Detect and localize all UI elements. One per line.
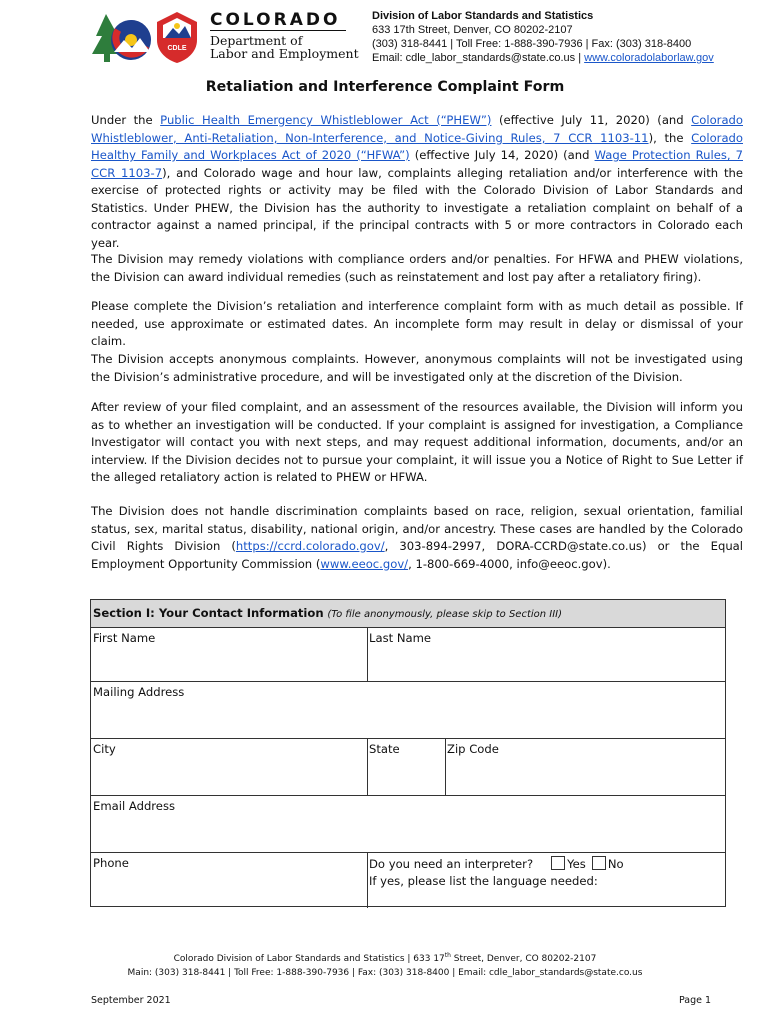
- footer-address-text: Colorado Division of Labor Standards and Statistics | 633 17: [173, 954, 445, 964]
- hfwa-link[interactable]: Colorado Healthy Family and Workplaces Act of 2020 (“HFWA”): [91, 130, 743, 162]
- no-label: No: [607, 857, 624, 871]
- para1-text-3: ), the: [648, 130, 692, 145]
- intro-paragraph: [91, 112, 743, 252]
- page-number: Page 1: [679, 995, 712, 1006]
- mailing-address-label: Mailing Address: [93, 685, 185, 699]
- para6-text-1: The Division does not handle discrimination complaints based on race, religion, sexual orientation, familial status, sex, marital status, disability, national origin, and/or ancestry. These cases are handled by the Colorado Civil Rights Division (: [91, 504, 743, 553]
- para1-text-4: (effective July 14, 2020) (and: [409, 148, 595, 162]
- logo-dept-line1: Department of: [210, 33, 303, 48]
- city-label: City: [93, 742, 116, 756]
- footer-address: [0, 952, 770, 964]
- logo-department-name: [210, 34, 359, 60]
- instructions-paragraph: Please complete the Division’s retaliation and interference complaint form with as much detail as possible. If needed, use approximate or estimated dates. An incomplete form may result in delay or dismissal of your claim.: [91, 299, 743, 348]
- phone-field[interactable]: [91, 853, 367, 907]
- first-name-label: First Name: [93, 631, 156, 645]
- last-name-label: Last Name: [369, 631, 432, 645]
- yes-label: Yes: [567, 857, 586, 871]
- footer-date: September 2021: [91, 995, 171, 1006]
- agency-website-link[interactable]: www.coloradolaborlaw.gov: [584, 52, 714, 64]
- para1-text-5: ), and Colorado wage and hour law, complaints alleging retaliation and/or interference with the exercise of protected rights or activity may be filed with the Colorado Division of Labor Standards and Statistics. Under PHEW, the Division has the authority to investigate a retaliation complaint on behalf of a contractor against a named principal, if the principal contracts with 5 or more contractors in Colorado each year.: [91, 165, 743, 250]
- logo-colorado-wordmark: COLORADO: [210, 10, 341, 30]
- agency-address: 633 17th Street, Denver, CO 80202-2107: [372, 24, 573, 36]
- interpreter-question: Do you need an interpreter?: [369, 857, 534, 871]
- section-title: Section I: Your Contact Information: [93, 606, 324, 620]
- agency-email: Email: cdle_labor_standards@state.co.us |: [372, 52, 585, 64]
- email-field[interactable]: [91, 796, 727, 852]
- ccrd-link[interactable]: https://ccrd.colorado.gov/: [235, 539, 385, 553]
- remedies-paragraph: The Division may remedy violations with compliance orders and/or penalties. For HFWA and PHEW violations, the Division can award individual remedies (such as reinstatement and lost pay after a retaliatory firing).: [91, 252, 743, 284]
- phew-link[interactable]: Public Health Emergency Whistleblower Act (“PHEW”): [160, 113, 492, 127]
- eeoc-link[interactable]: www.eeoc.gov/: [320, 556, 409, 571]
- last-name-field[interactable]: [367, 628, 727, 681]
- language-question[interactable]: If yes, please list the language needed:: [369, 874, 598, 888]
- page-title: Retaliation and Interference Complaint Form: [205, 79, 565, 95]
- first-name-field[interactable]: [91, 628, 367, 681]
- svg-text:CDLE: CDLE: [167, 45, 187, 52]
- interpreter-field: [367, 853, 727, 907]
- zip-code-field[interactable]: [445, 739, 725, 795]
- footer-superscript: th: [444, 952, 451, 959]
- zip-code-label: Zip Code: [447, 742, 499, 756]
- cdle-badge: [154, 10, 200, 69]
- state-field[interactable]: [367, 739, 445, 795]
- section-note: (To file anonymously, please skip to Section III): [327, 609, 563, 620]
- state-label: State: [369, 742, 400, 756]
- section-header: [91, 600, 725, 628]
- agency-name: Division of Labor Standards and Statistics: [372, 10, 594, 22]
- agency-contact-block: [372, 9, 714, 65]
- para6-text-3: , 1-800-669-4000, info@eeoc.gov).: [408, 556, 611, 571]
- logo-divider: [210, 30, 346, 31]
- discrimination-paragraph: [91, 503, 743, 573]
- contact-information-form: [90, 599, 726, 907]
- footer-contact: Main: (303) 318-8441 | Toll Free: 1-888-390-7936 | Fax: (303) 318-8400 | Email: cdle_labor_standards@state.co.us: [127, 968, 643, 978]
- anonymous-paragraph: The Division accepts anonymous complaints. However, anonymous complaints will not be investigated using the Division’s administrative procedure, and will be investigated only at the discretion of the Division.: [91, 352, 743, 384]
- email-label: Email Address: [93, 799, 176, 813]
- wage-protection-rules-link[interactable]: Wage Protection Rules, 7 CCR 1103-7: [91, 148, 743, 180]
- para1-text-2: (effective July 11, 2020) (and: [491, 113, 692, 127]
- para1-text-1: Under the: [91, 113, 161, 127]
- para6-text-2: , 303-894-2997, DORA-CCRD@state.co.us) or the Equal Employment Opportunity Commission (: [91, 539, 743, 571]
- phone-label: Phone: [93, 856, 129, 870]
- review-paragraph: After review of your filed complaint, and an assessment of the resources available, the Division will inform you as to whether an investigation will be conducted. If your complaint is assigned for investigation, a Compliance Investigator will contact you with next steps, and may request additional information, documents, and/or an interview. If the Division decides not to pursue your complaint, it will issue you a Notice of Right to Sue Letter if the alleged retaliatory action is related to PHEW or HFWA.: [91, 400, 743, 484]
- logo-dept-line2: Labor and Employment: [210, 46, 359, 61]
- yes-checkbox[interactable]: [551, 856, 565, 870]
- city-field[interactable]: [91, 739, 367, 795]
- no-checkbox[interactable]: [592, 856, 606, 870]
- agency-phones: (303) 318-8441 | Toll Free: 1-888-390-7936 | Fax: (303) 318-8400: [372, 38, 692, 50]
- whistleblower-rules-link[interactable]: Colorado Whistleblower, Anti-Retaliation, Non-Interference, and Notice-Giving Rules, 7 CCR 1103-11: [91, 113, 743, 145]
- footer-address-text-2: Street, Denver, CO 80202-2107: [450, 954, 597, 964]
- mailing-address-field[interactable]: [91, 682, 727, 738]
